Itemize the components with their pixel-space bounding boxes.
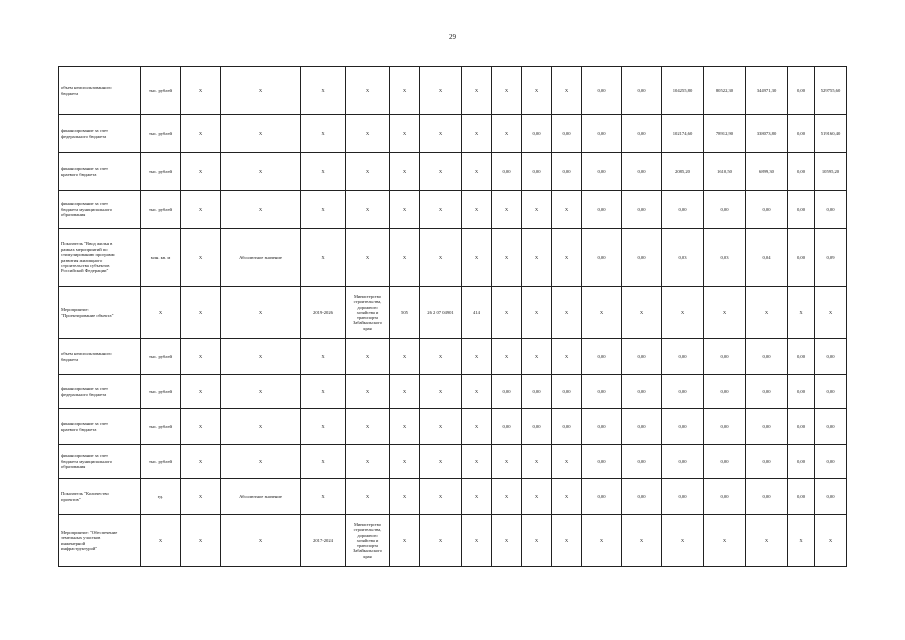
table-cell: 0,00: [662, 339, 704, 375]
row-federal-budget-1: [59, 115, 847, 153]
table-cell: 0,00: [815, 445, 847, 479]
row-label-cell: финансирование за счет федерального бюджета: [59, 375, 141, 409]
table-cell: 0,03: [662, 229, 704, 287]
table-cell: 0,00: [582, 445, 622, 479]
row-label-cell: финансирование за счет краевого бюджета: [59, 409, 141, 445]
table-cell: тыс. рублей: [141, 445, 181, 479]
table-cell: X: [492, 287, 522, 339]
table-cell: 0,00: [582, 229, 622, 287]
table-cell: X: [462, 115, 492, 153]
table-cell: X: [420, 409, 462, 445]
table-cell: X: [221, 191, 301, 229]
table-cell: X: [181, 339, 221, 375]
table-cell: X: [346, 479, 390, 515]
table-cell: 0,00: [662, 479, 704, 515]
table-cell: тыс. рублей: [141, 339, 181, 375]
table-cell: X: [622, 287, 662, 339]
table-cell: 0,00: [492, 409, 522, 445]
table-cell: X: [221, 339, 301, 375]
table-cell: X: [301, 115, 346, 153]
row-measure-design: [59, 287, 847, 339]
table-cell: X: [552, 191, 582, 229]
table-cell: 414: [462, 287, 492, 339]
table-cell: Министерство строительства, дорожного хозяйства и транспорта Забайкальского края: [346, 515, 390, 567]
table-cell: 0,00: [704, 339, 746, 375]
table-cell: 0,00: [582, 153, 622, 191]
row-regional-budget-1: [59, 153, 847, 191]
table-cell: X: [522, 191, 552, 229]
table-cell: 0,00: [622, 375, 662, 409]
table-cell: X: [301, 409, 346, 445]
table-cell: X: [788, 515, 815, 567]
table-cell: X: [221, 287, 301, 339]
table-cell: X: [704, 515, 746, 567]
row-label-cell: финансирование за счет бюджета муниципального образования: [59, 191, 141, 229]
table-cell: X: [420, 515, 462, 567]
table-cell: X: [552, 515, 582, 567]
table-cell: X: [390, 409, 420, 445]
row-measure-land: [59, 515, 847, 567]
table-cell: 0,00: [622, 409, 662, 445]
table-cell: X: [492, 445, 522, 479]
table-cell: X: [582, 515, 622, 567]
table-cell: X: [301, 191, 346, 229]
table-cell: X: [390, 67, 420, 115]
table-cell: X: [301, 375, 346, 409]
table-cell: X: [492, 515, 522, 567]
table-cell: 0,00: [582, 375, 622, 409]
table-cell: 0,00: [746, 339, 788, 375]
table-cell: тыс. рублей: [141, 191, 181, 229]
table-cell: X: [815, 515, 847, 567]
table-cell: 0,00: [815, 479, 847, 515]
table-cell: X: [522, 479, 552, 515]
table-cell: X: [390, 479, 420, 515]
table-cell: Министерство строительства, дорожного хозяйства и транспорта Забайкальского края: [346, 287, 390, 339]
table-cell: X: [462, 409, 492, 445]
table-cell: 0,00: [552, 153, 582, 191]
row-indicator-housing: [59, 229, 847, 287]
table-cell: X: [704, 287, 746, 339]
table-cell: 0,00: [662, 191, 704, 229]
table-cell: 0,00: [704, 191, 746, 229]
table-cell: 0,00: [704, 375, 746, 409]
row-indicator-projects: [59, 479, 847, 515]
table-cell: 0,00: [704, 409, 746, 445]
table-cell: X: [420, 375, 462, 409]
row-municipal-budget-1: [59, 191, 847, 229]
table-cell: X: [301, 153, 346, 191]
table-cell: X: [221, 409, 301, 445]
table-cell: 0,00: [622, 153, 662, 191]
table-cell: 0,00: [704, 445, 746, 479]
table-cell: X: [420, 191, 462, 229]
table-cell: 0,00: [788, 479, 815, 515]
table-cell: X: [346, 375, 390, 409]
table-cell: X: [346, 409, 390, 445]
table-cell: X: [462, 479, 492, 515]
table-cell: X: [420, 153, 462, 191]
table-cell: X: [420, 115, 462, 153]
table-cell: 505: [390, 287, 420, 339]
table-cell: ед.: [141, 479, 181, 515]
table-cell: X: [462, 153, 492, 191]
table-cell: 0,00: [522, 409, 552, 445]
table-cell: 0,00: [815, 191, 847, 229]
table-cell: 0,00: [492, 153, 522, 191]
table-cell: X: [492, 115, 522, 153]
table-cell: 0,00: [492, 375, 522, 409]
table-cell: X: [492, 339, 522, 375]
table-cell: 2085,20: [662, 153, 704, 191]
table-cell: 0,00: [582, 115, 622, 153]
table-cell: 102174,60: [662, 115, 704, 153]
table-cell: 0,00: [582, 339, 622, 375]
table-cell: X: [522, 67, 552, 115]
table-cell: 0,00: [622, 339, 662, 375]
table-cell: тыс. рублей: [141, 409, 181, 445]
table-cell: X: [662, 515, 704, 567]
table-cell: X: [346, 67, 390, 115]
table-cell: тыс. рублей: [141, 67, 181, 115]
table-cell: 0,03: [704, 229, 746, 287]
table-cell: X: [346, 229, 390, 287]
table-cell: X: [346, 153, 390, 191]
row-label-cell: объем неиспользованного бюджета: [59, 339, 141, 375]
row-federal-budget-2: [59, 375, 847, 409]
table-cell: 0,00: [746, 375, 788, 409]
table-cell: X: [301, 67, 346, 115]
table-cell: 0,04: [746, 229, 788, 287]
table-cell: X: [462, 339, 492, 375]
table-cell: X: [522, 445, 552, 479]
table-cell: 0,00: [788, 375, 815, 409]
table-cell: X: [221, 67, 301, 115]
table-cell: 0,00: [788, 229, 815, 287]
table-cell: 0,00: [522, 375, 552, 409]
table-cell: тыс. рублей: [141, 153, 181, 191]
table-cell: X: [492, 67, 522, 115]
table-cell: 0,00: [815, 339, 847, 375]
table-cell: X: [462, 375, 492, 409]
table-cell: 0,00: [815, 409, 847, 445]
table-cell: 0,00: [522, 153, 552, 191]
program-table: [58, 66, 847, 567]
table-cell: X: [301, 479, 346, 515]
table-cell: 0,00: [788, 153, 815, 191]
table-cell: 0,00: [582, 67, 622, 115]
table-cell: X: [462, 191, 492, 229]
table-cell: 1610,50: [704, 153, 746, 191]
table-cell: 78912,90: [704, 115, 746, 153]
table-cell: X: [662, 287, 704, 339]
table-cell: 0,00: [662, 409, 704, 445]
table-cell: X: [522, 229, 552, 287]
table-cell: X: [746, 515, 788, 567]
table-cell: X: [522, 287, 552, 339]
row-label-cell: Мероприятие: "Обеспечение земельных участков инженерной инфраструктурой": [59, 515, 141, 567]
table-cell: 0,00: [622, 67, 662, 115]
table-cell: X: [346, 115, 390, 153]
table-cell: X: [622, 515, 662, 567]
table-cell: X: [492, 479, 522, 515]
table-cell: X: [552, 339, 582, 375]
table-cell: X: [221, 115, 301, 153]
table-cell: X: [346, 339, 390, 375]
table-cell: X: [492, 191, 522, 229]
table-cell: 0,00: [815, 375, 847, 409]
table-cell: X: [181, 67, 221, 115]
table-cell: 0,00: [746, 191, 788, 229]
table-cell: 0,00: [622, 479, 662, 515]
row-regional-budget-2: [59, 409, 847, 445]
table-cell: 0,00: [582, 191, 622, 229]
table-cell: 0,00: [622, 191, 662, 229]
table-cell: X: [346, 445, 390, 479]
table-cell: X: [181, 115, 221, 153]
table-cell: X: [420, 229, 462, 287]
table-cell: X: [420, 479, 462, 515]
table-cell: X: [181, 153, 221, 191]
table-cell: X: [390, 515, 420, 567]
row-label-cell: объем неиспользованного бюджета: [59, 67, 141, 115]
table-cell: X: [390, 339, 420, 375]
table-cell: X: [181, 287, 221, 339]
table-cell: X: [181, 375, 221, 409]
table-cell: X: [420, 339, 462, 375]
table-cell: тыс. рублей: [141, 115, 181, 153]
table-cell: 0,00: [662, 445, 704, 479]
row-municipal-budget-2: [59, 445, 847, 479]
row-local-budget-2: [59, 339, 847, 375]
table-cell: X: [390, 445, 420, 479]
table-cell: X: [552, 445, 582, 479]
table-cell: X: [552, 229, 582, 287]
table-cell: 0,00: [622, 229, 662, 287]
table-cell: 0,00: [582, 479, 622, 515]
table-cell: X: [221, 515, 301, 567]
table-cell: 338073,80: [746, 115, 788, 153]
table-cell: X: [420, 67, 462, 115]
table-cell: 0,00: [746, 445, 788, 479]
table-cell: Абсолютное значение: [221, 479, 301, 515]
table-cell: 529755,60: [815, 67, 847, 115]
table-cell: 0,00: [788, 191, 815, 229]
table-cell: X: [522, 339, 552, 375]
table-cell: Абсолютное значение: [221, 229, 301, 287]
table-cell: 0,00: [704, 479, 746, 515]
table-cell: 2019-2026: [301, 287, 346, 339]
table-cell: 6899,30: [746, 153, 788, 191]
table-cell: 0,09: [815, 229, 847, 287]
table-cell: 10595,20: [815, 153, 847, 191]
table-cell: X: [390, 229, 420, 287]
table-cell: 0,00: [788, 445, 815, 479]
table-cell: 2017-2024: [301, 515, 346, 567]
table-cell: X: [141, 287, 181, 339]
row-local-budget-1: [59, 67, 847, 115]
table-cell: 26 2 07 04901: [420, 287, 462, 339]
table-cell: тыс. рублей: [141, 375, 181, 409]
table-cell: 0,00: [552, 375, 582, 409]
table-cell: X: [420, 445, 462, 479]
table-cell: X: [390, 191, 420, 229]
table-cell: X: [181, 515, 221, 567]
table-cell: 0,00: [788, 409, 815, 445]
table-cell: 0,00: [622, 445, 662, 479]
table-cell: 0,00: [582, 409, 622, 445]
table-cell: 519160,40: [815, 115, 847, 153]
table-cell: X: [582, 287, 622, 339]
table-cell: 0,00: [746, 409, 788, 445]
table-cell: X: [221, 375, 301, 409]
table-cell: X: [552, 67, 582, 115]
table-cell: 0,00: [522, 115, 552, 153]
table-cell: X: [221, 153, 301, 191]
table-cell: X: [492, 229, 522, 287]
table-cell: X: [552, 479, 582, 515]
table-cell: 0,00: [622, 115, 662, 153]
table-cell: 0,00: [552, 115, 582, 153]
table-cell: X: [346, 191, 390, 229]
table-cell: X: [462, 229, 492, 287]
row-label-cell: Показатель "Количество проектов": [59, 479, 141, 515]
table-cell: 0,00: [788, 67, 815, 115]
table-cell: X: [815, 287, 847, 339]
row-label-cell: финансирование за счет федерального бюджета: [59, 115, 141, 153]
table-cell: X: [181, 479, 221, 515]
table-cell: X: [462, 445, 492, 479]
table-cell: X: [141, 515, 181, 567]
table-cell: 0,00: [662, 375, 704, 409]
table-cell: X: [181, 229, 221, 287]
table-cell: 0,00: [788, 339, 815, 375]
row-label-cell: финансирование за счет бюджета муниципального образования: [59, 445, 141, 479]
table-cell: X: [522, 515, 552, 567]
table-cell: X: [181, 409, 221, 445]
table-cell: 344971,30: [746, 67, 788, 115]
table-cell: 0,00: [788, 115, 815, 153]
table-cell: X: [181, 445, 221, 479]
table-cell: X: [221, 445, 301, 479]
table-cell: 80522,30: [704, 67, 746, 115]
page-number: 29: [449, 33, 456, 41]
table-cell: X: [746, 287, 788, 339]
row-label-cell: Мероприятие: "Проектирование объекта": [59, 287, 141, 339]
table-cell: X: [390, 115, 420, 153]
row-label-cell: финансирование за счет краевого бюджета: [59, 153, 141, 191]
table-cell: X: [301, 445, 346, 479]
table-cell: X: [390, 375, 420, 409]
table-cell: 0,00: [746, 479, 788, 515]
table-cell: X: [301, 339, 346, 375]
table-cell: X: [462, 67, 492, 115]
table-cell: X: [788, 287, 815, 339]
table-cell: X: [301, 229, 346, 287]
table-cell: X: [552, 287, 582, 339]
table-cell: млн. кв. м: [141, 229, 181, 287]
row-label-cell: Показатель "Ввод жилья в рамках мероприятий по стимулированию программ развития жилищного строительства субъектов Российской Федерации": [59, 229, 141, 287]
table-cell: X: [462, 515, 492, 567]
table-cell: X: [181, 191, 221, 229]
table-cell: X: [390, 153, 420, 191]
table-cell: 0,00: [552, 409, 582, 445]
table-cell: 104255,80: [662, 67, 704, 115]
